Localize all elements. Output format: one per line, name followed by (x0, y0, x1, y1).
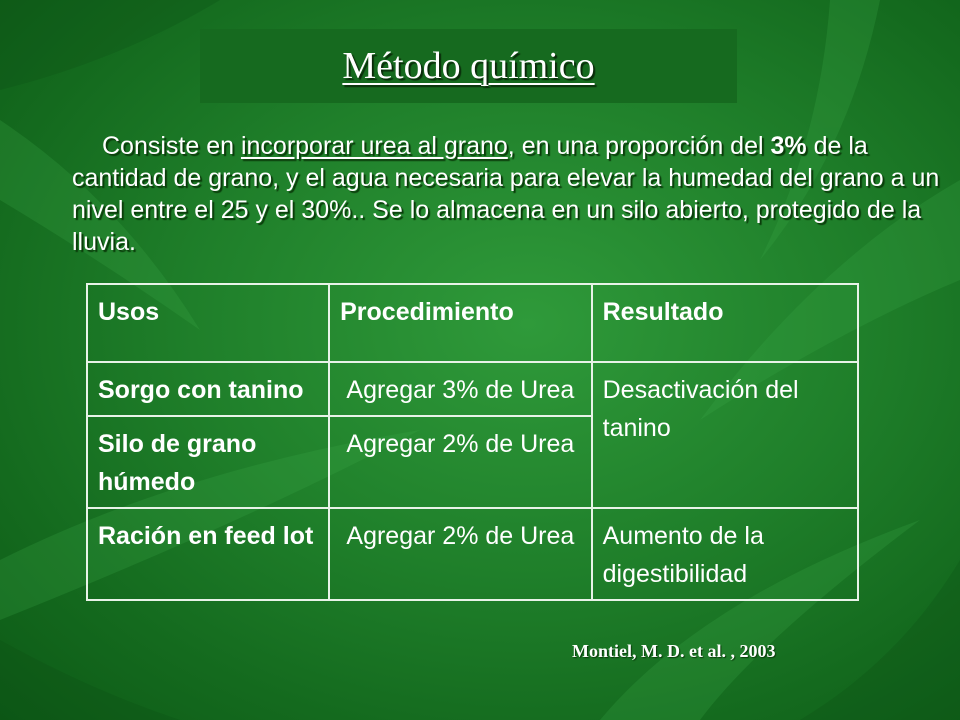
paragraph-text-1: Consiste en (102, 132, 241, 160)
table-header-row (87, 284, 858, 362)
row-procedimiento: Agregar 2% de Urea (329, 416, 592, 508)
citation: Montiel, M. D. et al. , 2003 (572, 641, 776, 661)
table-row (87, 508, 858, 600)
row-uso: Ración en feed lot (87, 508, 329, 600)
paragraph-underlined-text: incorporar urea al grano (240, 132, 508, 160)
row-procedimiento: Agregar 3% de Urea (329, 362, 592, 416)
table-row (87, 362, 858, 416)
header-procedimiento: Procedimiento (329, 284, 592, 362)
paragraph-text-2: , en una proporción del (507, 132, 771, 160)
row-resultado: Aumento de la digestibilidad (592, 508, 858, 600)
row-uso: Silo de grano húmedo (87, 416, 329, 508)
slide-title: Método químico (342, 45, 595, 87)
row-procedimiento: Agregar 2% de Urea (329, 508, 592, 600)
row-uso: Sorgo con tanino (87, 362, 329, 416)
paragraph-bold-percent: 3% (770, 132, 807, 160)
header-usos: Usos (87, 284, 329, 362)
header-resultado: Resultado (592, 284, 858, 362)
paragraph-text-3: de la cantidad de grano, y el agua necesaria para elevar la humedad del grano a un nivel entre el 25 y el 30%.. Se lo almacena en un silo abierto, protegido de la lluvia. (72, 132, 940, 256)
title-box (200, 29, 737, 103)
uses-table (86, 283, 859, 601)
row-resultado: Desactivación del tanino (592, 362, 858, 508)
description-paragraph (72, 130, 942, 258)
